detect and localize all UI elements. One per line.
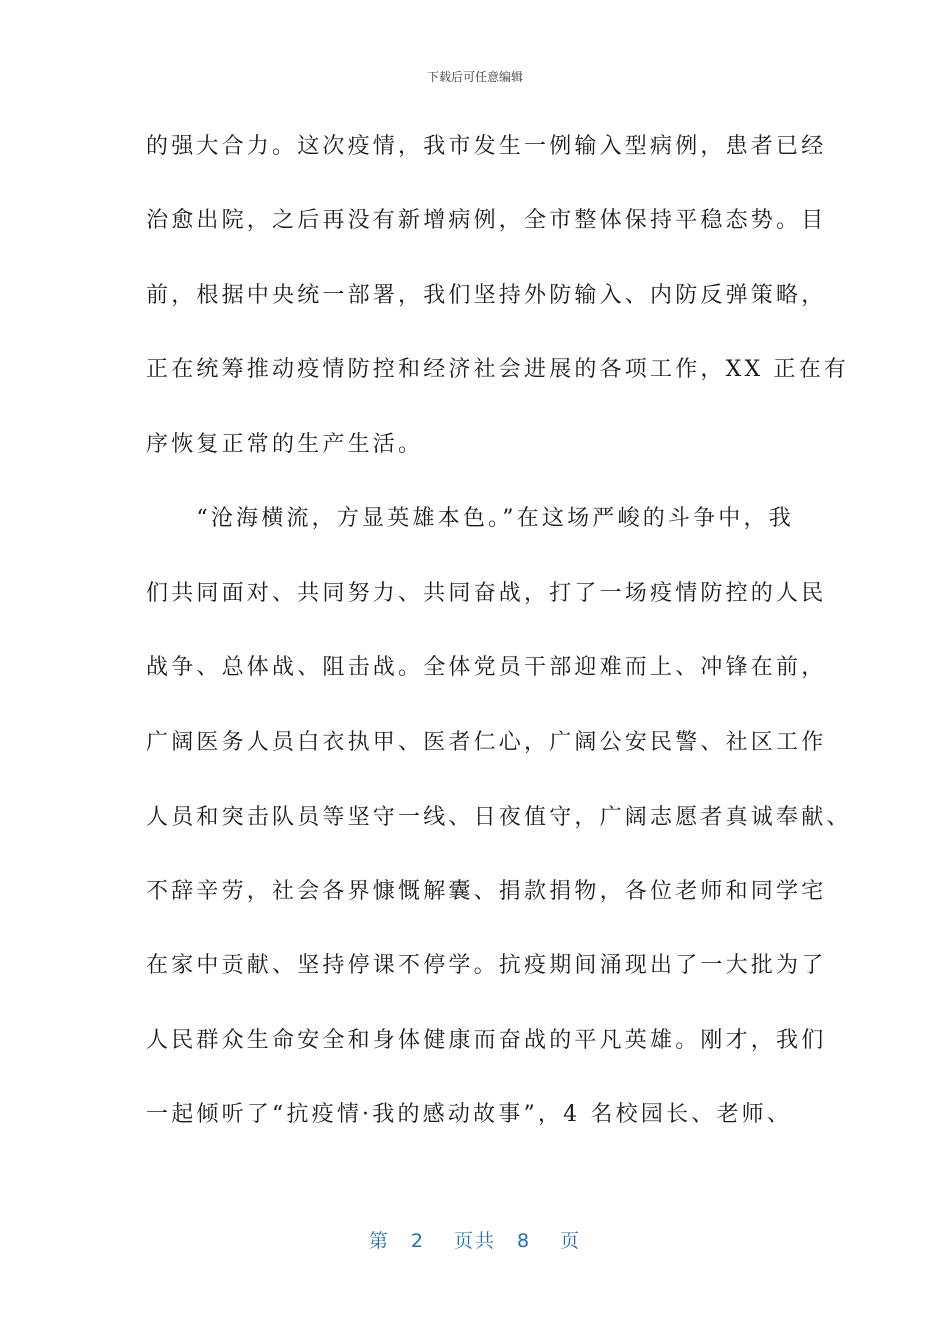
text-line: 在家中贡献、坚持停课不停学。抗疫期间涌现出了一大批为了 xyxy=(146,953,827,978)
text-line: 的强大合力。这次疫情，我市发生一例输入型病例，患者已经 xyxy=(146,134,827,159)
text-line: 们共同面对、共同努力、共同奋战，打了一场疫情防控的人民 xyxy=(146,581,827,606)
text-line: 不辞辛劳，社会各界慷慨解囊、捐款捐物，各位老师和同学宅 xyxy=(146,879,827,904)
header-note: 下载后可任意编辑 xyxy=(426,70,523,84)
text-line: 正在统筹推动疫情防控和经济社会进展的各项工作，XX 正在有 xyxy=(146,357,850,382)
text-line: 人民群众生命安全和身体健康而奋战的平凡英雄。刚才，我们 xyxy=(146,1028,827,1053)
text-line: 一起倾听了“抗疫情·我的感动故事”，4 名校园长、老师、 xyxy=(146,1102,793,1127)
page-number-footer: 第 2 页共 8 页 xyxy=(368,1230,582,1252)
text-line: “沧海横流，方显英雄本色。”在这场严峻的斗争中，我 xyxy=(146,506,794,531)
text-line: 人员和突击队员等坚守一线、日夜值守，广阔志愿者真诚奉献、 xyxy=(146,805,852,830)
text-line: 广阔医务人员白衣执甲、医者仁心，广阔公安民警、社区工作 xyxy=(146,730,827,755)
text-line: 治愈出院，之后再没有新增病例，全市整体保持平稳态势。目 xyxy=(146,208,827,233)
text-line: 战争、总体战、阻击战。全体党员干部迎难而上、冲锋在前， xyxy=(146,655,827,680)
text-line: 前，根据中央统一部署，我们坚持外防输入、内防反弹策略， xyxy=(146,283,827,308)
text-line: 序恢复正常的生产生活。 xyxy=(146,432,424,457)
